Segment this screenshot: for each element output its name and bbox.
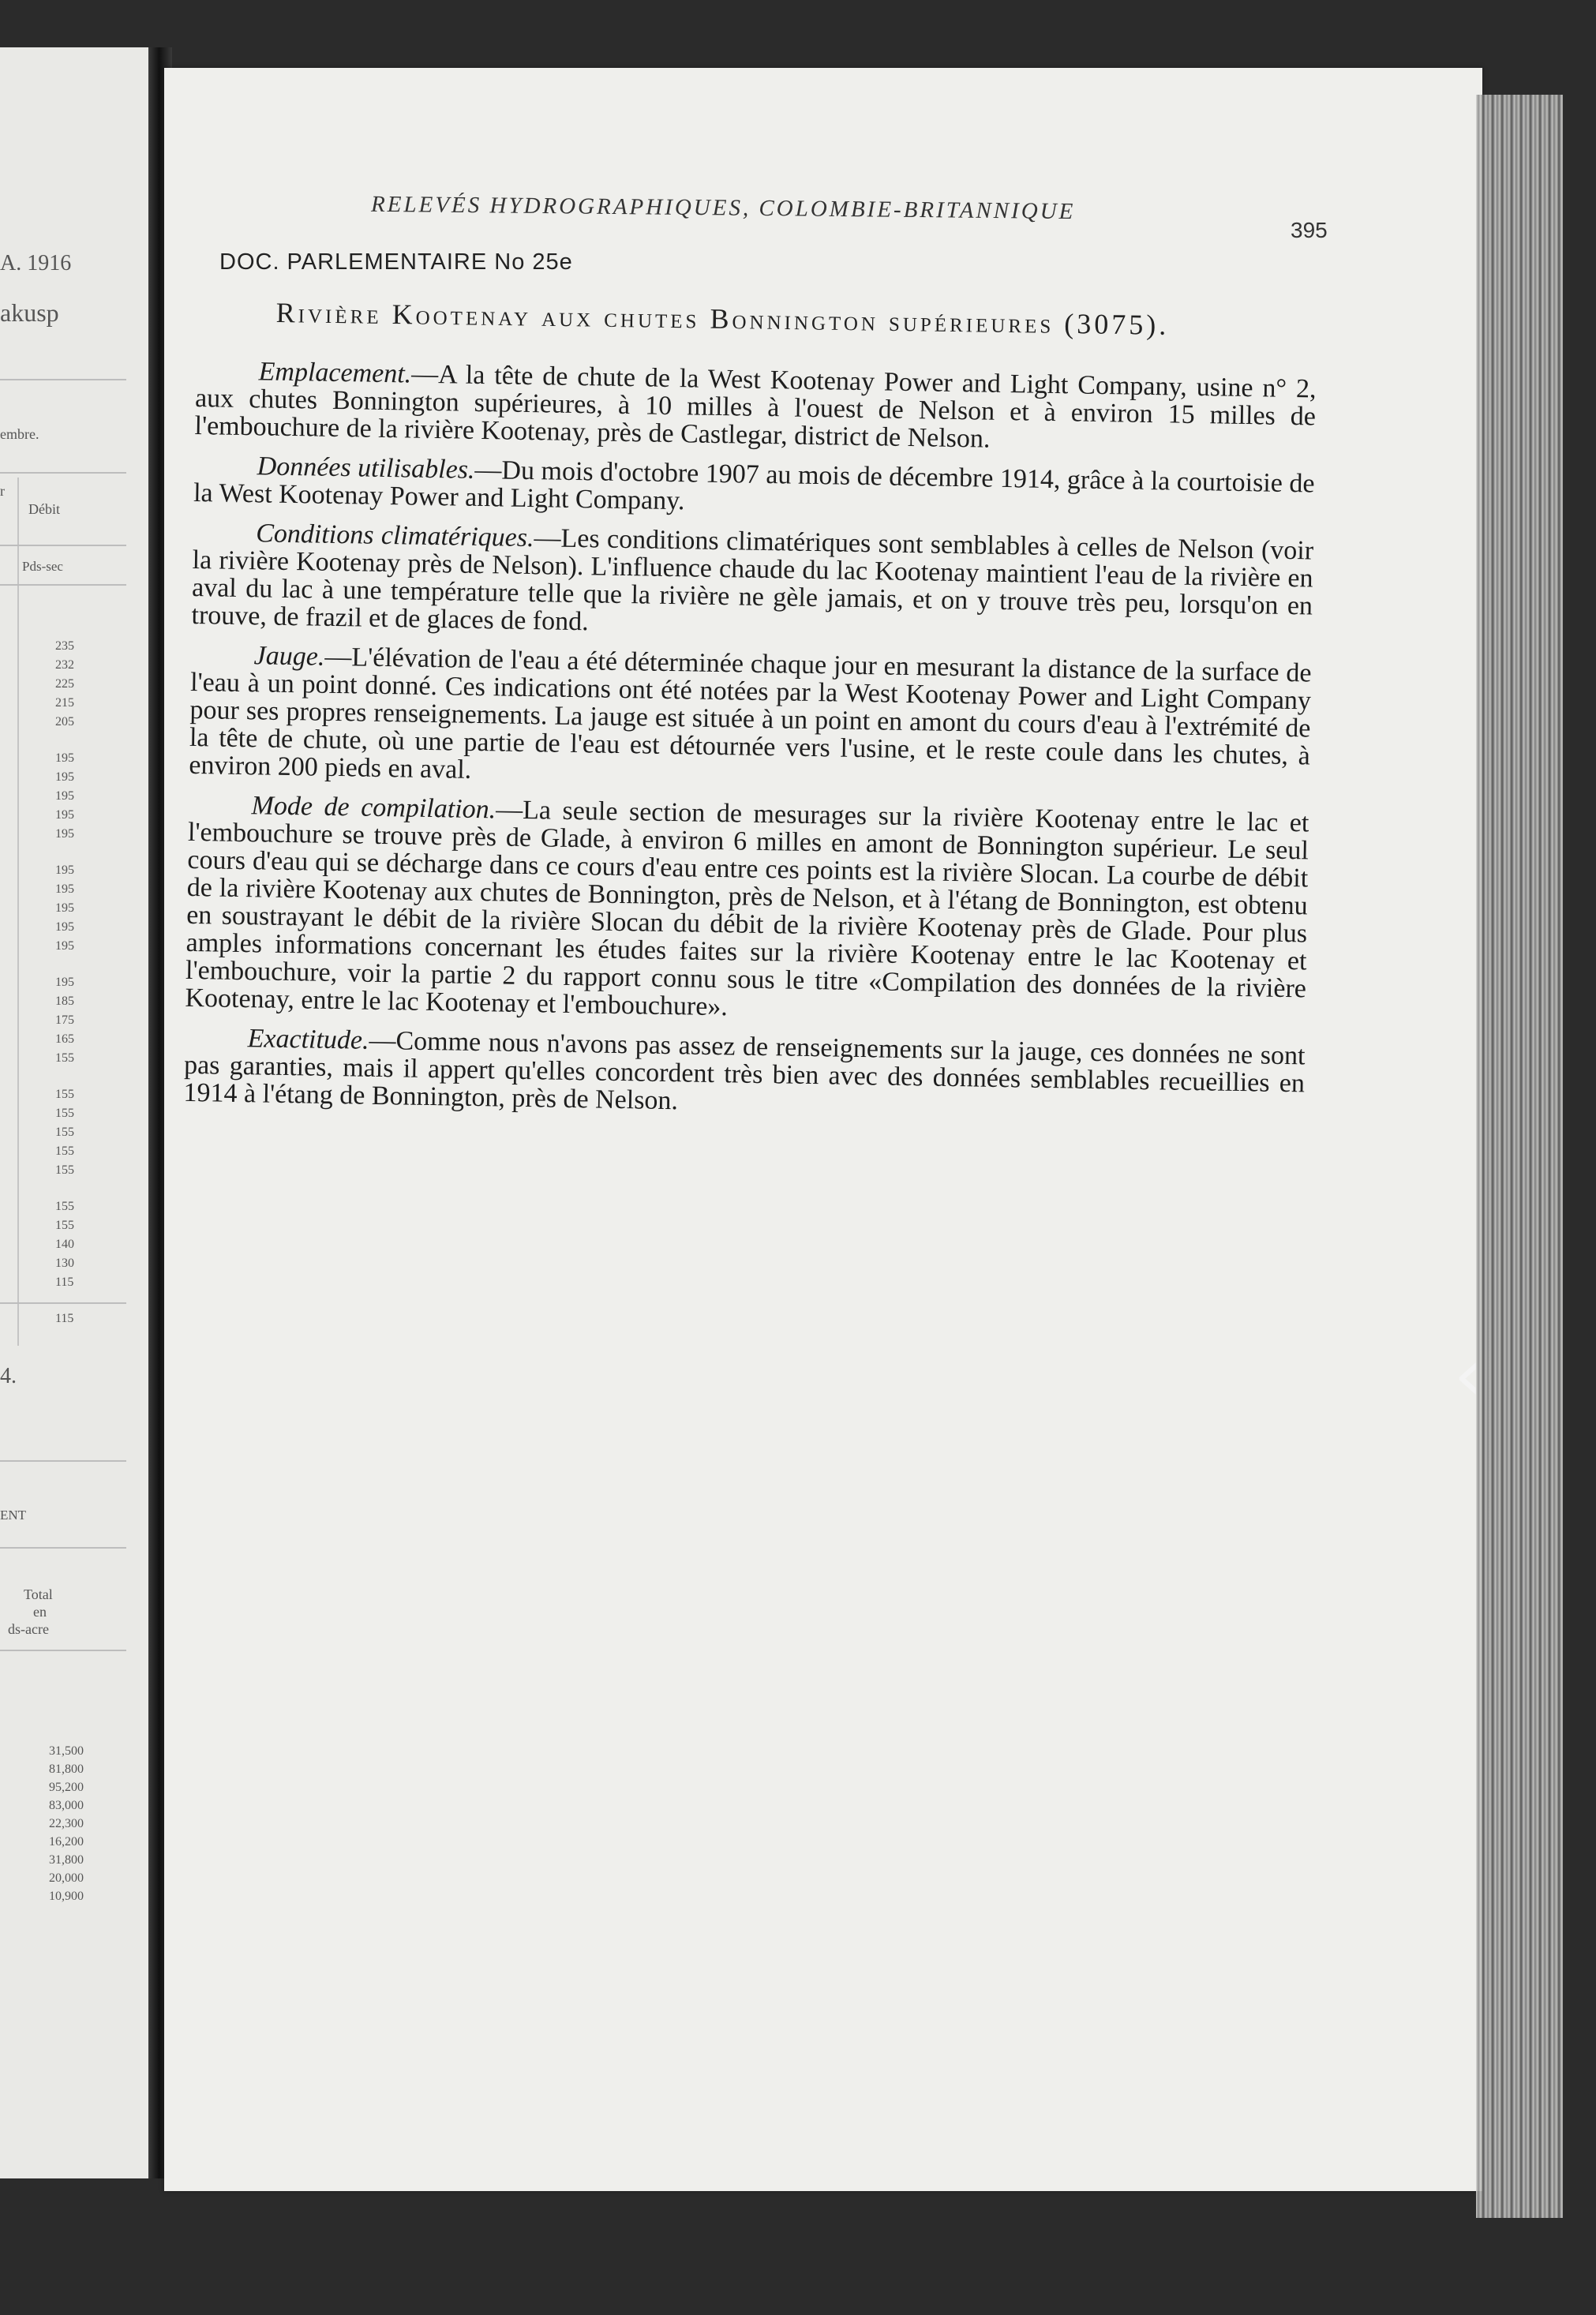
left-header-word: akusp [0,298,59,327]
left-value-cell: 115 [55,1275,74,1289]
left-value-cell: 140 [55,1238,74,1251]
left-value-cell: 10,900 [49,1890,84,1903]
left-value-cell: 195 [55,976,74,989]
left-value-cell: 165 [55,1032,74,1046]
left-value-cell: 195 [55,751,74,765]
left-rule-1 [0,379,126,380]
left-value-cell: 195 [55,920,74,934]
left-value-cell: 16,200 [49,1835,84,1849]
left-col-divider [17,478,19,1346]
left-value-cell: 155 [55,1219,74,1232]
paragraph-jauge [189,641,1312,798]
left-col-debit: Débit [28,501,60,517]
left-value-cell: 205 [55,715,74,729]
left-col-en: en [33,1604,47,1620]
left-header-year: A. 1916 [0,251,72,275]
paragraph-lead: Conditions climatériques. [255,519,534,553]
handwritten-mark-icon: ‹ [1454,1334,1482,1417]
left-rule-2 [0,472,126,474]
section-title: Rivière Kootenay aux chutes Bonnington supérieures (3075). [275,296,1170,341]
left-value-cell: 83,000 [49,1799,84,1812]
left-fragment-4: 4. [0,1364,17,1388]
paragraph-text: —Du mois d'octobre 1907 au mois de décembre 1914, grâce à la courtoisie de la West Kootenay Power and Light Company. [193,455,1315,516]
running-head: RELEVÉS HYDROGRAPHIQUES, COLOMBIE-BRITANNIQUE [370,191,1076,225]
left-value-cell: 175 [55,1013,74,1027]
left-value-cell: 155 [55,1107,74,1120]
left-value-cell: 195 [55,770,74,784]
left-value-cell: 195 [55,827,74,841]
left-value-cell: 155 [55,1126,74,1139]
left-col-ent: ENT [0,1508,27,1523]
page-edge-stack [1476,95,1563,2218]
left-value-cell: 215 [55,696,74,710]
left-value-cell: 195 [55,789,74,803]
left-value-cell: 155 [55,1088,74,1101]
left-value-cell: 195 [55,939,74,953]
left-value-cell: 20,000 [49,1871,84,1885]
paragraph-text: —A la tête de chute de la West Kootenay Power and Light Company, usine n° 2, aux chutes Bonnington supérieures, à 10 milles à l'ouest de Nelson et à environ 15 milles de l'embouchure de la rivière Kootenay, près de Castlegar, district de Nelson. [194,359,1317,454]
left-col-pds-acre: ds-acre [8,1621,49,1637]
paragraph-text: —Les conditions climatériques sont semblables à celles de Nelson (voir la rivière Kootenay près de Nelson). L'influence chaude du lac Kootenay maintient l'eau de la rivière en aval du lac à une température telle que la rivière ne gèle jamais, et on y trouve très peu, lorsqu'on en trouve, de frazil et de glaces de fond. [191,523,1314,637]
left-facing-page [0,47,150,2178]
left-value-cell: 155 [55,1163,74,1177]
left-value-cell: 195 [55,863,74,877]
paragraph-emplacement [194,357,1317,459]
body-text [183,357,1317,1137]
left-rule-6 [0,1460,126,1462]
left-rule-8 [0,1650,126,1651]
left-value-cell: 22,300 [49,1817,84,1830]
left-value-cell: 95,200 [49,1781,84,1794]
left-col-r: r [0,483,5,499]
left-value-cell: 155 [55,1144,74,1158]
left-value-cell: 195 [55,901,74,915]
left-rule-4 [0,584,126,586]
left-col-month: embre. [0,426,39,442]
paragraph-text: —L'élévation de l'eau a été déterminée chaque jour en mesurant la distance de la surface de l'eau à un point donné. Ces indications ont été notées par la West Kootenay Power and Light Company pour ses propres renseignements. La jauge est située à un point en amont du cours d'eau à l'extrémité de la tête de chute, où une partie de l'eau est détournée vers l'usine, et le reste coule dans les chutes, à environ 200 pieds en aval. [189,642,1312,785]
paragraph-lead: Emplacement. [258,357,412,389]
left-col-total: Total [24,1586,53,1602]
paragraph-text: —Comme nous n'avons pas assez de renseignements sur la jauge, ces données ne sont pas garanties, mais il appert qu'elles concordent très bien avec des données semblables recueillies en 1914 à l'étang de Bonnington, près de Nelson. [183,1025,1306,1116]
left-rule-3 [0,545,126,546]
left-value-cell: 195 [55,808,74,822]
paragraph-lead: Données utilisables. [257,451,475,485]
paragraph-lead: Jauge. [253,641,325,672]
left-rule-7 [0,1547,126,1549]
left-value-cell: 195 [55,882,74,896]
left-value-cell: 235 [55,639,74,653]
left-rule-5 [0,1302,126,1304]
left-value-cell: 130 [55,1257,74,1270]
left-value-cell: 155 [55,1051,74,1065]
paragraph-donnees [193,451,1315,526]
paragraph-conditions [191,519,1313,648]
left-value-cell: 81,800 [49,1762,84,1776]
document-label: DOC. PARLEMENTAIRE No 25e [219,249,573,275]
left-value-cell: 232 [55,658,74,672]
left-value-cell: 155 [55,1200,74,1213]
paragraph-lead: Mode de compilation. [251,791,496,825]
left-col-unit: Pds-sec [22,559,63,574]
paragraph-text: —La seule section de mesurages sur la rivière Kootenay entre le lac et l'embouchure se trouve près de Glade, à environ 6 milles en amont de Bonnington supérieur. Le seul cours d'eau qui se décharge dans ce cours d'eau entre ces points est la rivière Slocan. La courbe de débit de la rivière Kootenay aux chutes de Bonnington, près de Nelson, et à l'étang de Bonnington, est obtenu en soustrayant le débit de la rivière Slocan du débit de la rivière Kootenay près de Glade. Pour plus amples informations concernant les études faites sur la rivière Kootenay entre le lac Kootenay et l'embouchure, voir la partie 2 du rapport connu sous le titre «Compilation des données de la rivière Kootenay, entre le lac Kootenay et l'embouchure». [185,795,1309,1022]
paragraph-lead: Exactitude. [247,1024,369,1055]
paragraph-mode [185,791,1309,1031]
left-value-cell: 31,800 [49,1853,84,1867]
left-value-cell: 115 [55,1312,74,1325]
left-value-cell: 185 [55,995,74,1008]
paragraph-exactitude [183,1024,1306,1126]
left-value-cell: 225 [55,677,74,691]
page-number: 395 [1291,218,1328,242]
left-value-cell: 31,500 [49,1744,84,1758]
